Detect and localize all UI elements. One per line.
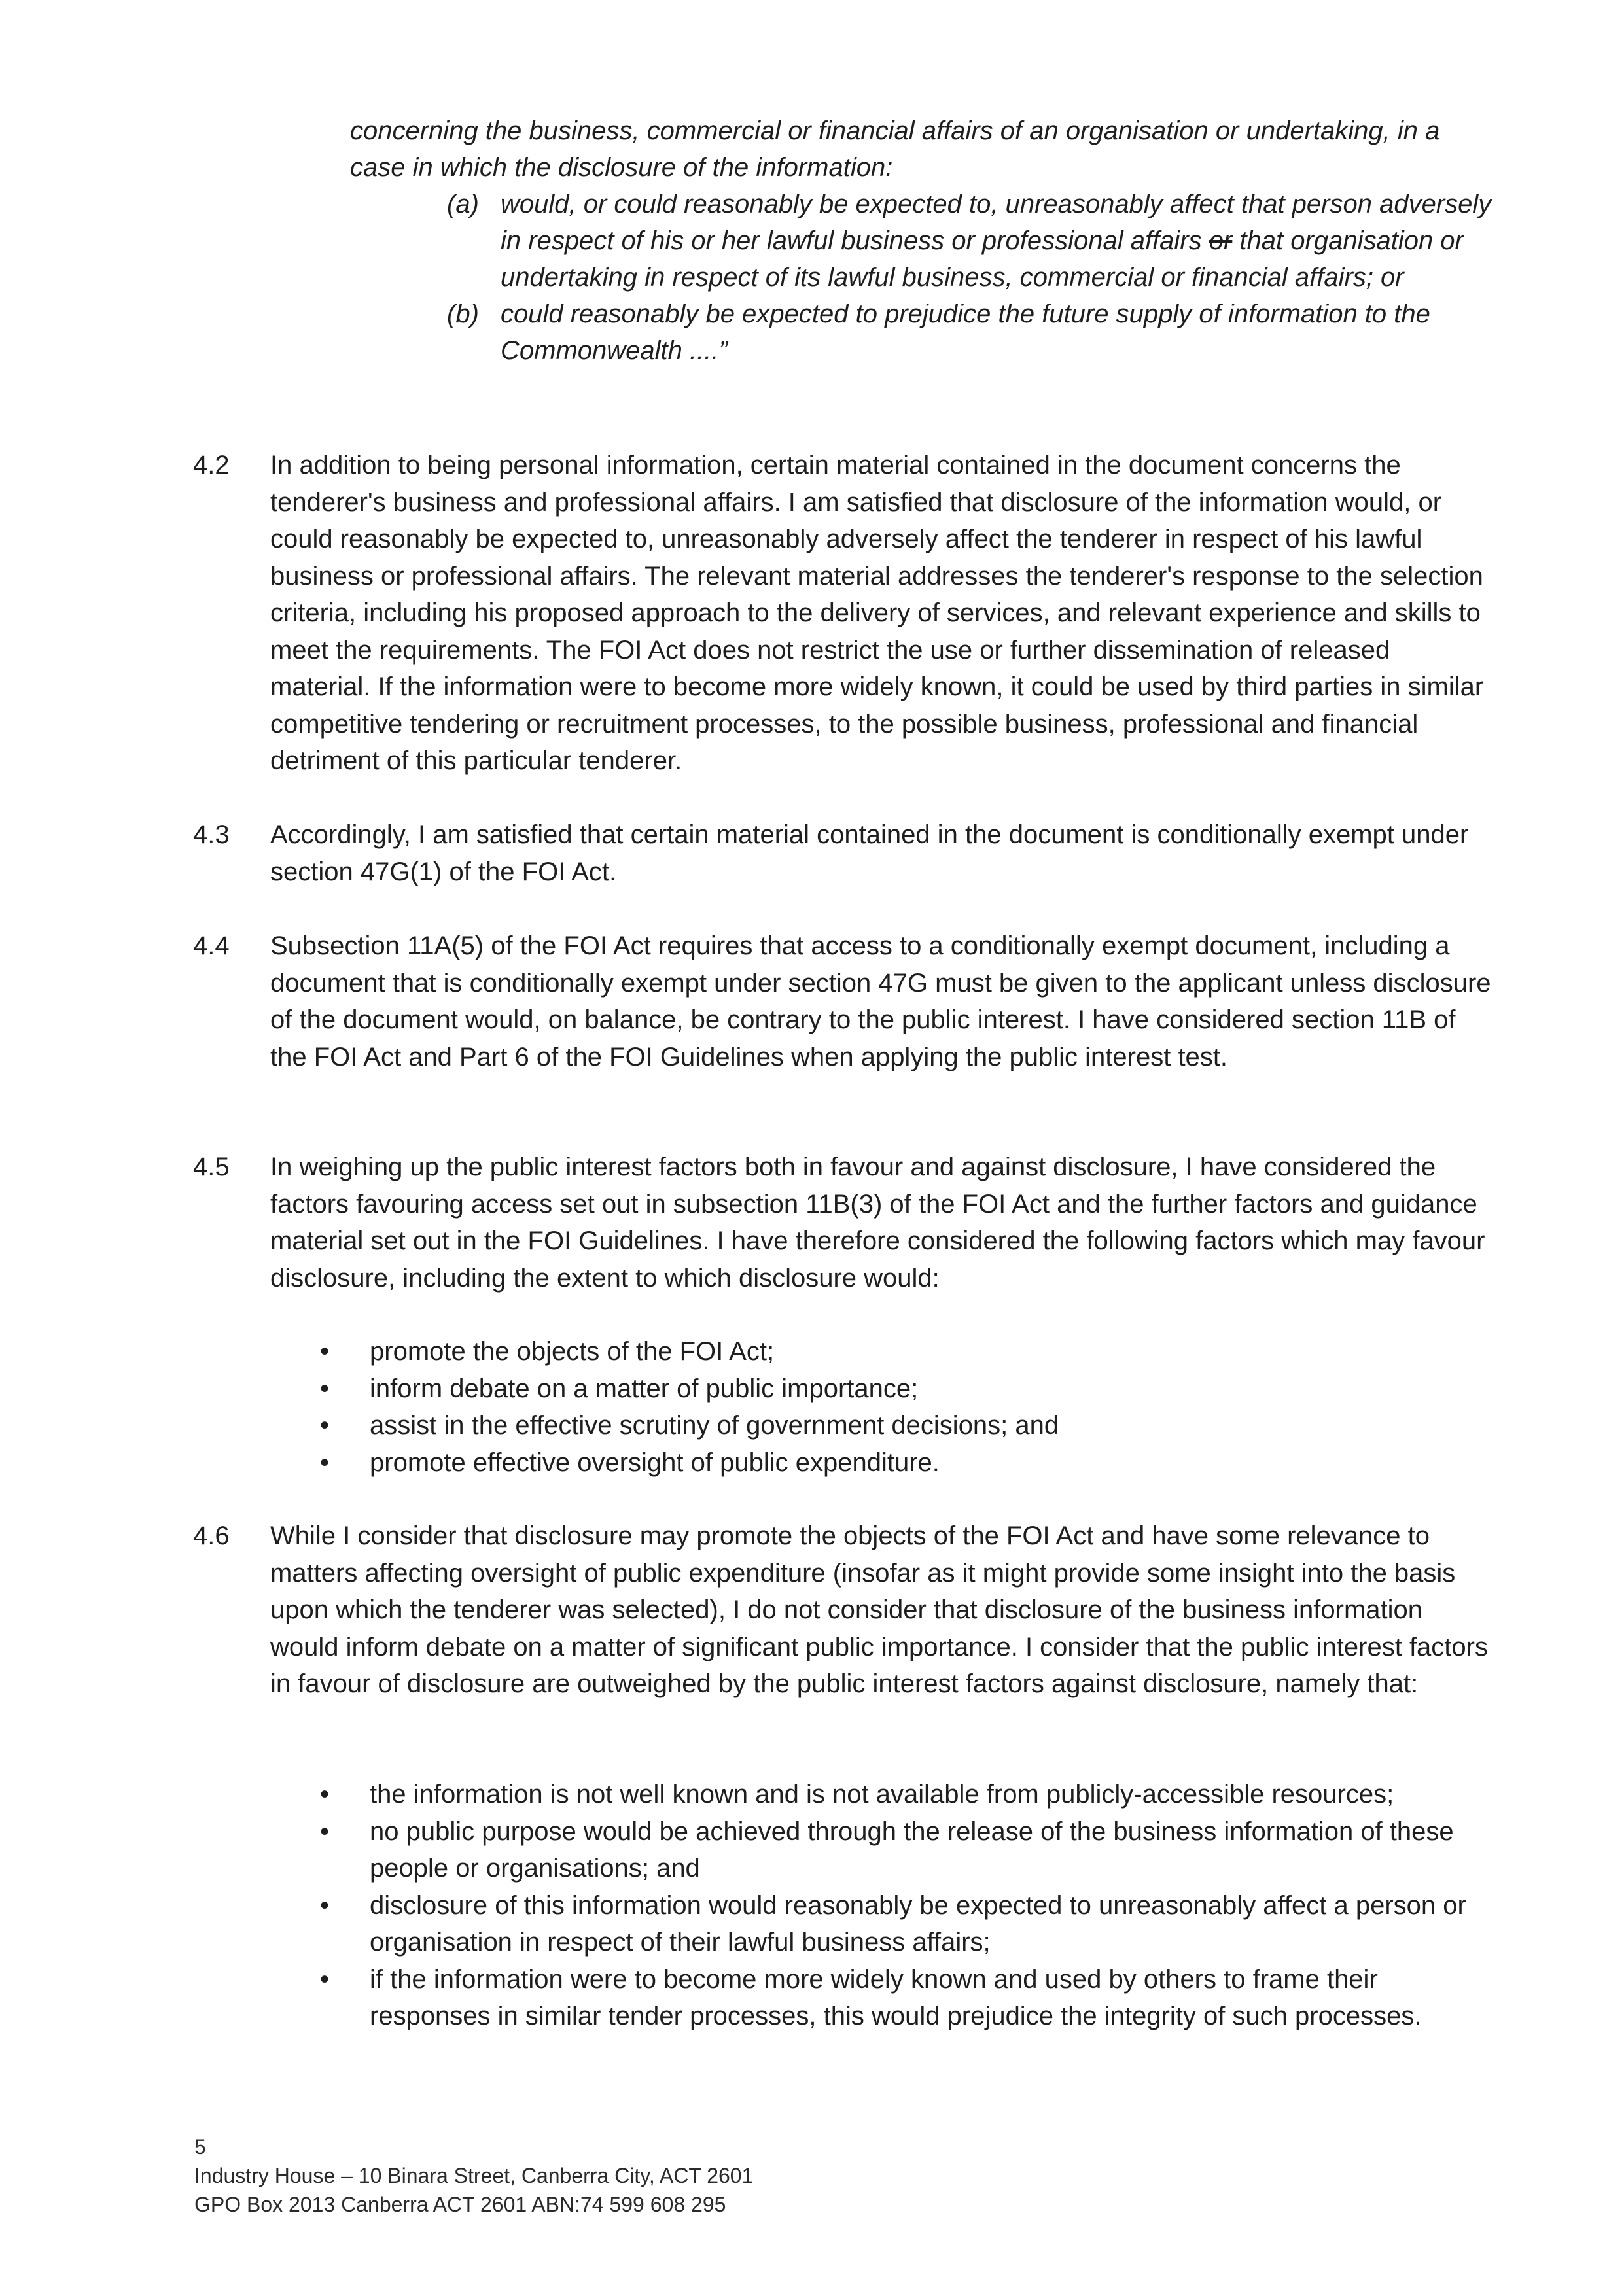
paragraph-4-6 (193, 1518, 1495, 1703)
against-factors-list (317, 1776, 1495, 2035)
list-item: • promote effective oversight of public expenditure. (317, 1444, 1495, 1482)
page-number: 5 (194, 2135, 206, 2159)
paragraph-4-4 (193, 928, 1495, 1075)
list-item: • disclosure of this information would reasonably be expected to unreasonably affect a person or organisation in respect of their lawful business affairs; (317, 1887, 1495, 1961)
paragraph-text: Subsection 11A(5) of the FOI Act requires that access to a conditionally exempt document, including a document that is conditionally exempt under section 47G must be given to the applicant unless disclosure of the document would, on balance, be contrary to the public interest. I have considered section 11B of the FOI Act and Part 6 of the FOI Guidelines when applying the public interest test. (270, 931, 1491, 1071)
footer-postal-address: GPO Box 2013 Canberra ACT 2601 ABN:74 599 608 295 (194, 2193, 726, 2216)
paragraph-text: In weighing up the public interest factors both in favour and against disclosure, I have considered the factors favouring access set out in subsection 11B(3) of the FOI Act and the further factors and guidance material set out in the FOI Guidelines. I have therefore considered the following factors which may favour disclosure, including the extent to which disclosure would: (270, 1153, 1485, 1293)
paragraph-text: Accordingly, I am satisfied that certain material contained in the document is conditionally exempt under section 47G(1) of the FOI Act. (270, 820, 1469, 886)
list-item: • assist in the effective scrutiny of government decisions; and (317, 1407, 1495, 1444)
bullet-icon: • (320, 1964, 330, 1994)
quote-item-a: (a) would, or could reasonably be expected to, unreasonably affect that person adversely in respect of his or her lawful business or professional affairs or that organisation or undertaking in respect of its lawful business, commercial or financial affairs; or (501, 186, 1502, 296)
paragraph-text: While I consider that disclosure may promote the objects of the FOI Act and have some relevance to matters affecting oversight of public expenditure (insofar as it might provide some insight into the basis upon which the tenderer was selected), I do not consider that disclosure of the business information would inform debate on a matter of significant public importance. I consider that the public interest factors in favour of disclosure are outweighed by the public interest factors against disclosure, namely that: (270, 1522, 1488, 1698)
bullet-icon: • (320, 1890, 330, 1920)
paragraph-4-2 (193, 447, 1495, 780)
page-footer (194, 2132, 753, 2219)
footer-address: Industry House – 10 Binara Street, Canberra City, ACT 2601 (194, 2164, 754, 2187)
bullet-icon: • (320, 1780, 330, 1809)
paragraph-text: In addition to being personal information, certain material contained in the document concerns the tenderer's business and professional affairs. I am satisfied that disclosure of the information would, or could reasonably be expected to, unreasonably adversely affect the tenderer in respect of his lawful business or professional affairs. The relevant material addresses the tenderer's response to the selection criteria, including his proposed approach to the delivery of services, and relevant experience and skills to meet the requirements. The FOI Act does not restrict the use or further dissemination of released material. If the information were to become more widely known, it could be used by third parties in similar competitive tendering or recruitment processes, to the possible business, professional and financial detriment of this particular tenderer. (270, 451, 1484, 775)
bullet-icon: • (320, 1448, 330, 1477)
struck-text: or (1209, 226, 1233, 255)
bullet-icon: • (320, 1411, 330, 1440)
paragraph-number: 4.5 (193, 1153, 230, 1181)
bullet-icon: • (320, 1337, 330, 1366)
bullet-icon: • (320, 1374, 330, 1403)
bullet-icon: • (320, 1817, 330, 1846)
favour-factors-list (317, 1333, 1495, 1481)
list-item: • promote the objects of the FOI Act; (317, 1333, 1495, 1370)
legislation-quote (350, 113, 1502, 369)
paragraph-number: 4.3 (193, 820, 230, 849)
quote-item-label: (a) (447, 190, 479, 218)
paragraph-number: 4.2 (193, 451, 230, 479)
quote-item-b: (b) could reasonably be expected to prejudice the future supply of information to the Commonwealth ....” (501, 296, 1502, 369)
list-item: • the information is not well known and is not available from publicly-accessible resources; (317, 1776, 1495, 1813)
paragraph-number: 4.6 (193, 1522, 230, 1550)
list-item: • inform debate on a matter of public importance; (317, 1370, 1495, 1408)
list-item: • no public purpose would be achieved through the release of the business information of these people or organisations; and (317, 1813, 1495, 1887)
paragraph-4-3 (193, 816, 1495, 890)
paragraph-4-5 (193, 1149, 1495, 1296)
list-item: • if the information were to become more widely known and used by others to frame their responses in similar tender processes, this would prejudice the integrity of such processes. (317, 1961, 1495, 2035)
paragraph-number: 4.4 (193, 931, 230, 960)
quote-item-label: (b) (447, 300, 479, 328)
quote-intro: concerning the business, commercial or financial affairs of an organisation or undertaking, in a case in which the disclosure of the information: (350, 116, 1440, 182)
